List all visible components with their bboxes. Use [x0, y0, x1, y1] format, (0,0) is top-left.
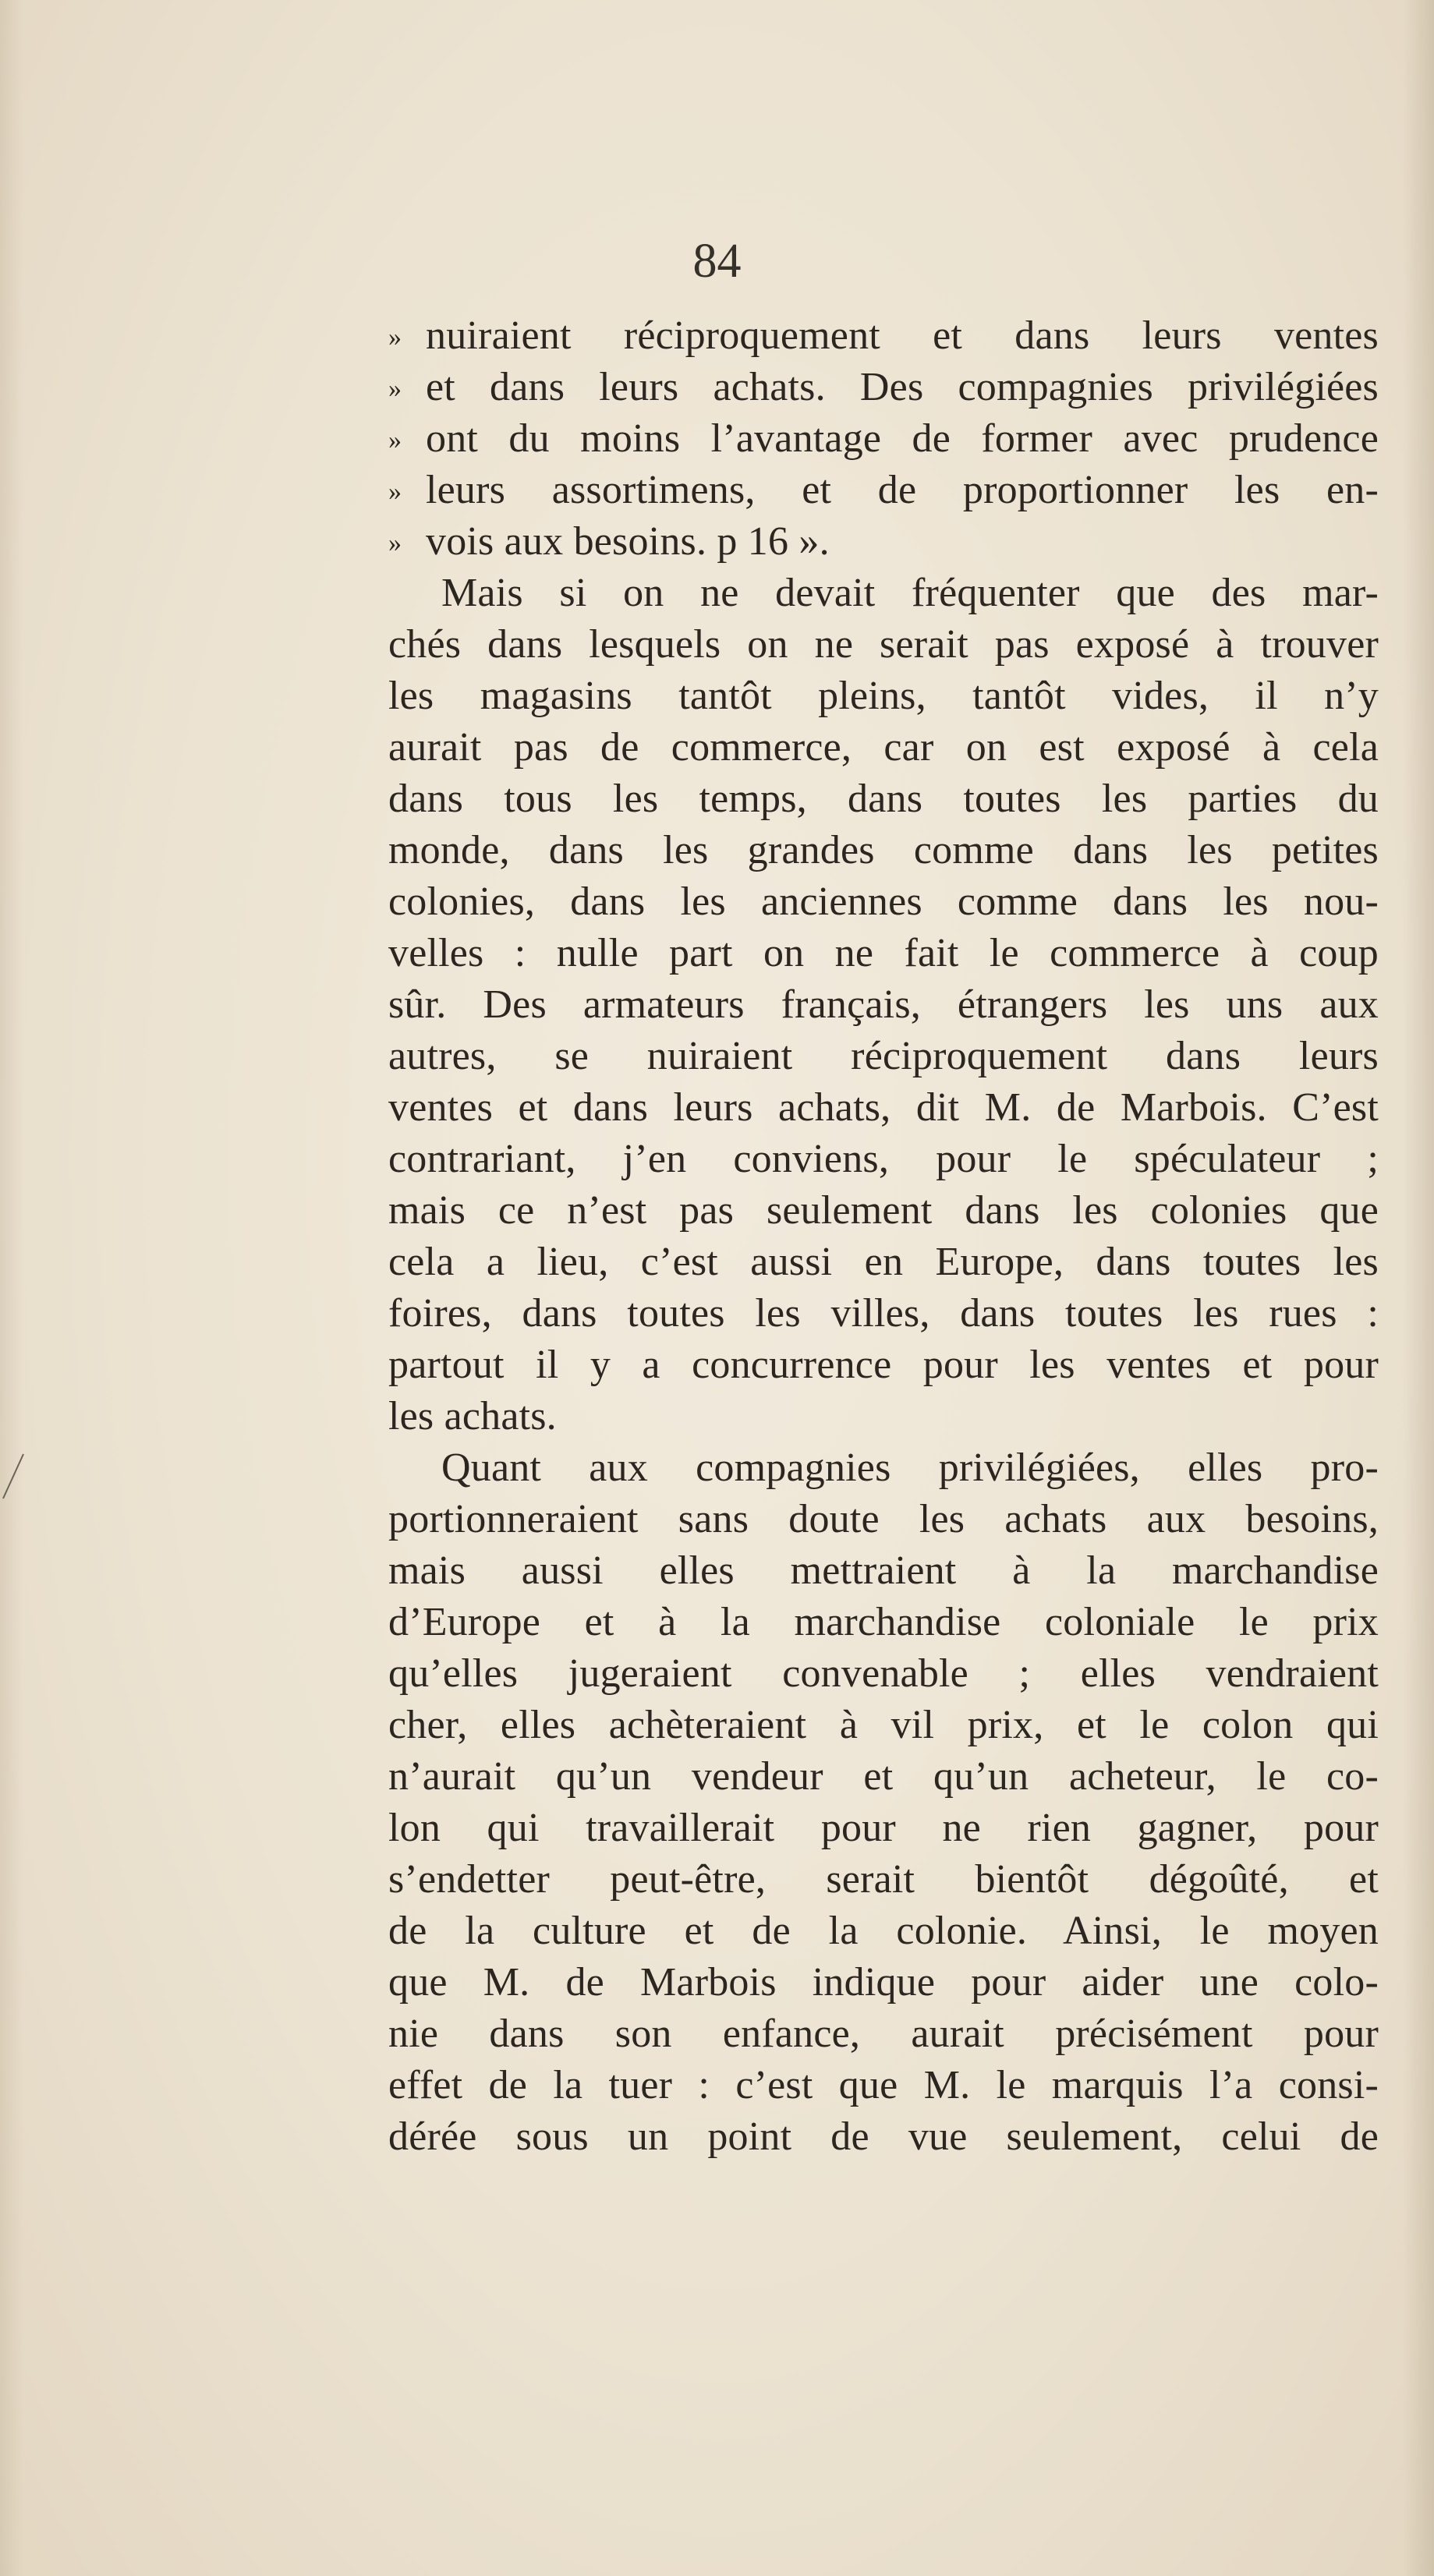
text-line-content: aurait pas de commerce, car on est exposé à cela	[388, 725, 1379, 770]
text-line	[388, 1494, 1379, 1545]
text-line-content: Quant aux compagnies privilégiées, elles pro-	[441, 1445, 1379, 1490]
text-line-content: les achats.	[388, 1394, 557, 1438]
text-line-content: dérée sous un point de vue seulement, celui de	[388, 2114, 1379, 2159]
text-line	[388, 2060, 1379, 2111]
text-line-content: monde, dans les grandes comme dans les petites	[388, 828, 1379, 872]
text-line	[388, 465, 1379, 516]
text-line-content: s’endetter peut-être, serait bientôt dégoûté, et	[388, 1857, 1379, 1902]
text-line	[388, 362, 1379, 413]
text-line	[388, 2008, 1379, 2060]
text-line	[388, 1339, 1379, 1391]
text-line	[388, 619, 1379, 671]
text-line-content: mais aussi elles mettraient à la marchandise	[388, 1548, 1379, 1593]
text-line-content: ventes et dans leurs achats, dit M. de Marbois. C’est	[388, 1085, 1379, 1130]
text-line	[388, 1648, 1379, 1700]
text-line	[388, 413, 1379, 465]
text-line	[388, 2111, 1379, 2163]
text-line	[388, 1391, 1379, 1442]
text-line-content: effet de la tuer : c’est que M. le marquis l’a consi-	[388, 2063, 1379, 2107]
text-line-content: lon qui travaillerait pour ne rien gagner, pour	[388, 1806, 1379, 1850]
page-number: 84	[692, 235, 742, 288]
text-line-content: partout il y a concurrence pour les ventes et pour	[388, 1343, 1379, 1387]
quotation-mark: »	[388, 529, 402, 557]
text-line-content: que M. de Marbois indique pour aider une colo-	[388, 1960, 1379, 2005]
text-line-content: et dans leurs achats. Des compagnies privilégiées	[426, 365, 1379, 409]
quotation-mark: »	[388, 477, 402, 506]
text-line	[388, 1700, 1379, 1751]
text-line	[388, 1082, 1379, 1134]
text-line-content: sûr. Des armateurs français, étrangers les uns aux	[388, 982, 1379, 1027]
text-line	[388, 928, 1379, 979]
text-line	[388, 1134, 1379, 1185]
page-spine-shadow	[1403, 0, 1434, 2576]
text-line	[388, 1803, 1379, 1854]
text-line	[388, 1442, 1379, 1494]
text-line-content: leurs assortimens, et de proportionner les en-	[426, 468, 1379, 512]
text-line-content: qu’elles jugeraient convenable ; elles vendraient	[388, 1651, 1379, 1696]
text-line-content: les magasins tantôt pleins, tantôt vides, il n’y	[388, 674, 1379, 718]
margin-pencil-mark	[0, 1450, 31, 1505]
text-line-content: nie dans son enfance, aurait précisément pour	[388, 2012, 1379, 2056]
body-text	[388, 310, 1379, 2163]
text-line	[388, 722, 1379, 773]
text-line-content: autres, se nuiraient réciproquement dans leurs	[388, 1034, 1379, 1078]
text-line	[388, 1597, 1379, 1648]
text-line	[388, 1185, 1379, 1237]
text-line-content: de la culture et de la colonie. Ainsi, le moyen	[388, 1909, 1379, 1953]
text-line-content: foires, dans toutes les villes, dans toutes les rues :	[388, 1291, 1379, 1336]
text-line-content: contrariant, j’en conviens, pour le spéculateur ;	[388, 1137, 1379, 1181]
text-line-content: chés dans lesquels on ne serait pas exposé à trouver	[388, 622, 1379, 667]
text-line	[388, 876, 1379, 928]
text-line-content: mais ce n’est pas seulement dans les colonies que	[388, 1188, 1379, 1233]
text-line	[388, 1751, 1379, 1803]
text-line	[388, 1545, 1379, 1597]
text-line	[388, 310, 1379, 362]
text-line	[388, 516, 1379, 568]
text-line	[388, 568, 1379, 619]
quotation-mark: »	[388, 426, 402, 455]
text-line	[388, 979, 1379, 1031]
text-line-content: n’aurait qu’un vendeur et qu’un acheteur, le co-	[388, 1754, 1379, 1799]
quotation-mark: »	[388, 374, 402, 403]
text-line-content: Mais si on ne devait fréquenter que des mar-	[441, 571, 1379, 615]
text-line	[388, 1237, 1379, 1288]
text-line-content: portionneraient sans doute les achats aux besoins,	[388, 1497, 1379, 1541]
text-line	[388, 825, 1379, 876]
text-line-content: velles : nulle part on ne fait le commerce à coup	[388, 931, 1379, 975]
text-line-content: dans tous les temps, dans toutes les parties du	[388, 777, 1379, 821]
quotation-mark: »	[388, 323, 402, 352]
text-line-content: nuiraient réciproquement et dans leurs ventes	[426, 313, 1379, 358]
text-line-content: d’Europe et à la marchandise coloniale le prix	[388, 1600, 1379, 1644]
page-left-shadow	[0, 0, 23, 2576]
text-line-content: colonies, dans les anciennes comme dans les nou-	[388, 879, 1379, 924]
text-line	[388, 773, 1379, 825]
text-line-content: cela a lieu, c’est aussi en Europe, dans toutes les	[388, 1240, 1379, 1284]
text-line	[388, 1854, 1379, 1905]
text-line	[388, 1288, 1379, 1339]
text-line	[388, 1957, 1379, 2008]
text-line-content: cher, elles achèteraient à vil prix, et le colon qui	[388, 1703, 1379, 1747]
text-line	[388, 1905, 1379, 1957]
text-line	[388, 1031, 1379, 1082]
text-line-content: vois aux besoins. p 16 ».	[426, 519, 830, 564]
text-line	[388, 671, 1379, 722]
text-line-content: ont du moins l’avantage de former avec prudence	[426, 416, 1379, 461]
